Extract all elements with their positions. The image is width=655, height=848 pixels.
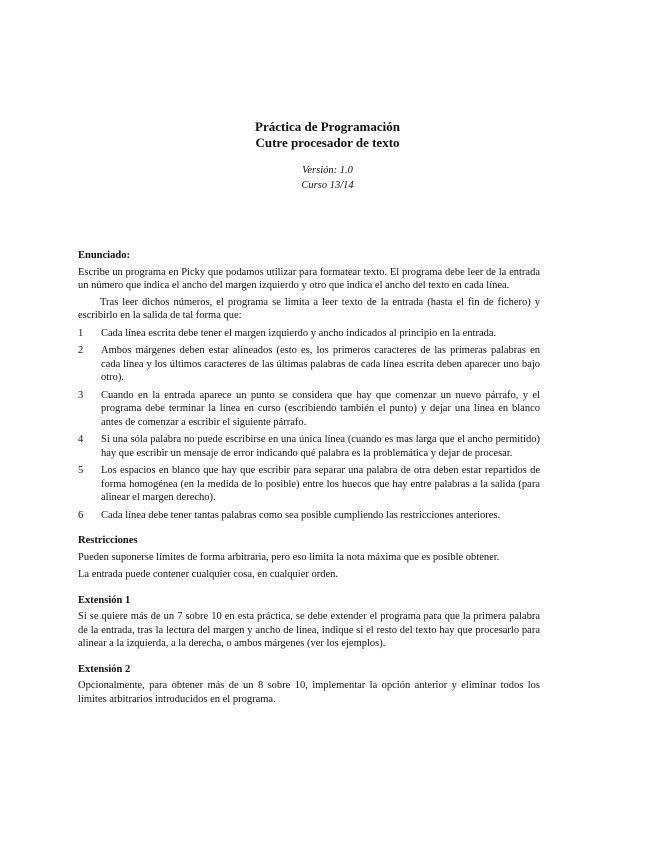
list-item-number: 2	[78, 345, 84, 356]
enunciado-paragraph-2: Tras leer dichos números, el programa se limita a leer texto de la entrada (hasta el fin de fichero) y escribirlo en la salida de tal forma que:	[78, 296, 540, 321]
list-item-text: Cuando en la entrada aparece un punto se considera que hay que comenzar un nuevo párrafo, y el programa debe terminar la línea en curso (escribiendo también el punto) y dejar una línea en blanco antes de comenzar a escribir el siguiente párrafo.	[101, 389, 540, 428]
list-item-text: Cada línea debe tener tantas palabras como sea posible cumpliendo las restricciones anteriores.	[101, 509, 501, 521]
extension1-heading: Extensión 1	[78, 594, 131, 606]
list-item-number: 5	[78, 465, 84, 476]
enunciado-section	[78, 249, 540, 522]
document-body	[78, 249, 540, 706]
restricciones-paragraph-2: La entrada puede contener cualquier cosa, en cualquier orden.	[78, 569, 339, 580]
enunciado-paragraph-1: Escribe un programa en Picky que podamos utilizar para formatear texto. El programa debe leer de la entrada un número que indica el ancho del margen izquierdo y otro que indica el ancho del texto en cada línea.	[78, 266, 540, 291]
list-item-text: Si una sóla palabra no puede escribirse en una única línea (cuando es mas larga que el ancho permitido) hay que escribir un mensaje de error indicando qué palabra es la problemática y dejar de procesar.	[101, 434, 540, 459]
extension1-paragraph: Si se quiere más de un 7 sobre 10 en esta práctica, se debe extender el programa para que la primera palabra de la entrada, tras la lectura del margen y ancho de línea, indique si el resto del texto hay que procesarlo para alinear a la izquierda, a la derecha, o ambos márgenes (ver los ejemplos).	[78, 611, 540, 649]
list-item-number: 6	[78, 509, 84, 521]
requirements-list	[78, 327, 540, 523]
list-item-number: 4	[78, 434, 84, 445]
document-title: Práctica de Programación	[255, 119, 400, 134]
document-subtitle: Cutre procesador de texto	[255, 135, 400, 150]
title-block	[0, 119, 655, 193]
restricciones-paragraph-1: Pueden suponerse límites de forma arbitraria, pero eso limita la nota máxima que es posible obtener.	[78, 551, 500, 563]
restricciones-section	[78, 534, 540, 582]
document-course: Curso 13/14	[301, 180, 354, 191]
extension2-paragraph: Opcionalmente, para obtener más de un 8 sobre 10, implementar la opción anterior y eliminar todos los límites arbitrarios introducidos en el programa.	[78, 680, 540, 705]
list-item-number: 1	[78, 327, 84, 339]
list-item-text: Cada línea escrita debe tener el margen izquierdo y ancho indicados al principio en la entrada.	[101, 327, 497, 339]
list-item	[78, 433, 540, 460]
restricciones-heading: Restricciones	[78, 535, 138, 546]
list-item	[78, 509, 540, 523]
list-item-number: 3	[78, 389, 84, 401]
list-item	[78, 344, 540, 385]
document-version: Versión: 1.0	[302, 165, 353, 176]
extension2-section	[78, 663, 540, 707]
list-item-text: Ambos márgenes deben estar alineados (esto es, los primeros caracteres de las primeras palabras en cada línea y los últimos caracteres de las últimas palabras de cada línea escrita deben aparecer uno bajo otro).	[101, 345, 540, 383]
list-item	[78, 389, 540, 430]
list-item-text: Los espacios en blanco que hay que escribir para separar una palabra de otra deben estar repartidos de forma homogénea (en la medida de lo posible) entre los huecos que hay entre palabras a la salida (para alinear el margen derecho).	[101, 465, 540, 503]
list-item	[78, 327, 540, 341]
extension2-heading: Extensión 2	[78, 663, 131, 675]
list-item	[78, 464, 540, 505]
enunciado-heading: Enunciado:	[78, 250, 130, 261]
extension1-section	[78, 594, 540, 651]
